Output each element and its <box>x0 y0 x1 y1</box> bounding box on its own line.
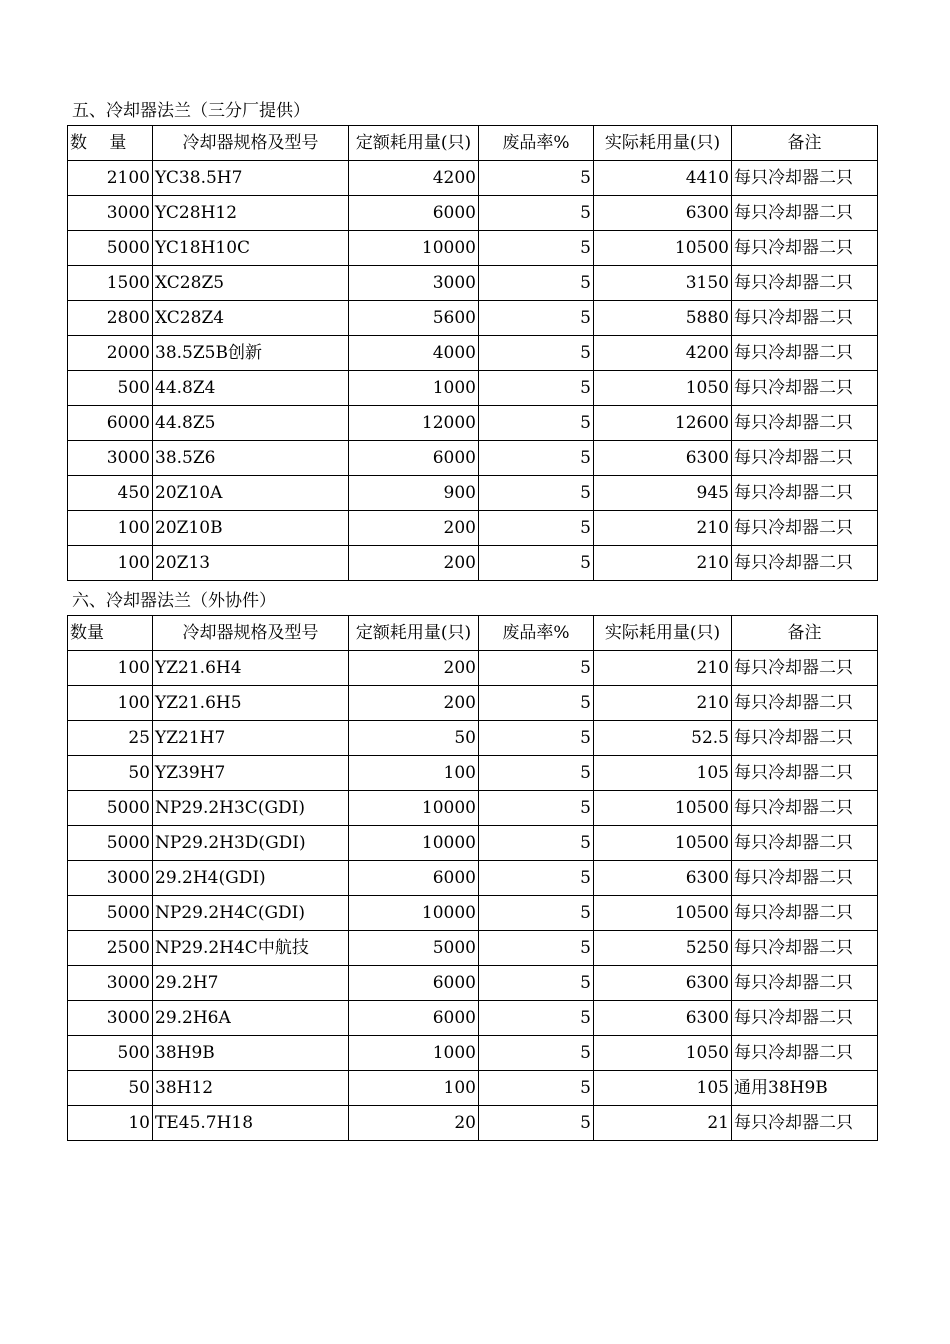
cell-scrap-rate: 5 <box>479 441 594 476</box>
table-row <box>68 266 878 301</box>
cell-model: 38H12 <box>153 1071 349 1106</box>
cell-remark: 通用38H9B <box>732 1071 878 1106</box>
cell-quota-usage: 10000 <box>349 896 479 931</box>
table-row <box>68 1071 878 1106</box>
cell-quantity: 2000 <box>68 336 153 371</box>
cell-quota-usage: 50 <box>349 721 479 756</box>
cell-actual-usage: 21 <box>594 1106 732 1141</box>
header-actual-usage: 实际耗用量(只) <box>594 126 732 161</box>
cell-scrap-rate: 5 <box>479 826 594 861</box>
cell-scrap-rate: 5 <box>479 266 594 301</box>
cell-quantity: 500 <box>68 371 153 406</box>
cell-scrap-rate: 5 <box>479 1106 594 1141</box>
cell-actual-usage: 6300 <box>594 1001 732 1036</box>
cell-scrap-rate: 5 <box>479 476 594 511</box>
table-row <box>68 441 878 476</box>
table-row <box>68 231 878 266</box>
cell-quantity: 1500 <box>68 266 153 301</box>
cell-quantity: 10 <box>68 1106 153 1141</box>
cell-quantity: 2800 <box>68 301 153 336</box>
cell-remark: 每只冷却器二只 <box>732 1036 878 1071</box>
cell-scrap-rate: 5 <box>479 301 594 336</box>
header-remark: 备注 <box>732 616 878 651</box>
table-row <box>68 1036 878 1071</box>
cell-actual-usage: 210 <box>594 546 732 581</box>
section-5-title: 五、冷却器法兰（三分厂提供） <box>72 101 310 121</box>
cell-quota-usage: 1000 <box>349 1036 479 1071</box>
cell-actual-usage: 6300 <box>594 196 732 231</box>
cell-model: 29.2H7 <box>153 966 349 1001</box>
cell-quota-usage: 200 <box>349 546 479 581</box>
header-model: 冷却器规格及型号 <box>153 616 349 651</box>
cell-actual-usage: 5880 <box>594 301 732 336</box>
table-row <box>68 931 878 966</box>
header-row <box>68 616 878 651</box>
cell-remark: 每只冷却器二只 <box>732 1106 878 1141</box>
table-row <box>68 861 878 896</box>
cell-quantity: 450 <box>68 476 153 511</box>
cell-quota-usage: 100 <box>349 756 479 791</box>
cell-scrap-rate: 5 <box>479 406 594 441</box>
cell-scrap-rate: 5 <box>479 546 594 581</box>
cell-quota-usage: 5000 <box>349 931 479 966</box>
table-row <box>68 1001 878 1036</box>
cell-quantity: 100 <box>68 651 153 686</box>
cell-model: 38.5Z6 <box>153 441 349 476</box>
cell-actual-usage: 10500 <box>594 896 732 931</box>
cell-remark: 每只冷却器二只 <box>732 686 878 721</box>
table-row <box>68 826 878 861</box>
header-remark: 备注 <box>732 126 878 161</box>
cell-model: 29.2H6A <box>153 1001 349 1036</box>
cell-scrap-rate: 5 <box>479 1071 594 1106</box>
table-row <box>68 966 878 1001</box>
cell-scrap-rate: 5 <box>479 686 594 721</box>
header-actual-usage: 实际耗用量(只) <box>594 616 732 651</box>
table-row <box>68 546 878 581</box>
cell-remark: 每只冷却器二只 <box>732 861 878 896</box>
cell-scrap-rate: 5 <box>479 336 594 371</box>
cell-quota-usage: 4000 <box>349 336 479 371</box>
cell-model: TE45.7H18 <box>153 1106 349 1141</box>
cell-quota-usage: 900 <box>349 476 479 511</box>
cell-scrap-rate: 5 <box>479 861 594 896</box>
cell-quantity: 5000 <box>68 231 153 266</box>
cell-model: 20Z10A <box>153 476 349 511</box>
cell-model: 38H9B <box>153 1036 349 1071</box>
cell-remark: 每只冷却器二只 <box>732 196 878 231</box>
header-quantity: 数量 <box>68 616 153 651</box>
cell-quantity: 3000 <box>68 966 153 1001</box>
cell-quota-usage: 6000 <box>349 1001 479 1036</box>
table-row <box>68 896 878 931</box>
cell-actual-usage: 945 <box>594 476 732 511</box>
cell-remark: 每只冷却器二只 <box>732 651 878 686</box>
cell-quantity: 6000 <box>68 406 153 441</box>
cell-remark: 每只冷却器二只 <box>732 371 878 406</box>
cell-remark: 每只冷却器二只 <box>732 336 878 371</box>
cell-quantity: 25 <box>68 721 153 756</box>
cell-actual-usage: 6300 <box>594 861 732 896</box>
cell-actual-usage: 52.5 <box>594 721 732 756</box>
cell-actual-usage: 1050 <box>594 371 732 406</box>
cell-quota-usage: 10000 <box>349 826 479 861</box>
cell-remark: 每只冷却器二只 <box>732 896 878 931</box>
cell-quota-usage: 200 <box>349 651 479 686</box>
cell-model: 20Z13 <box>153 546 349 581</box>
cell-quantity: 100 <box>68 546 153 581</box>
table-row <box>68 196 878 231</box>
cell-remark: 每只冷却器二只 <box>732 406 878 441</box>
header-scrap-rate: 废品率% <box>479 616 594 651</box>
cell-actual-usage: 10500 <box>594 791 732 826</box>
cell-model: 44.8Z4 <box>153 371 349 406</box>
table-row <box>68 651 878 686</box>
cell-actual-usage: 6300 <box>594 966 732 1001</box>
cell-quota-usage: 10000 <box>349 231 479 266</box>
cell-scrap-rate: 5 <box>479 651 594 686</box>
cell-quota-usage: 10000 <box>349 791 479 826</box>
cell-remark: 每只冷却器二只 <box>732 931 878 966</box>
cell-model: XC28Z4 <box>153 301 349 336</box>
cell-model: YC18H10C <box>153 231 349 266</box>
cell-model: NP29.2H4C中航技 <box>153 931 349 966</box>
cell-actual-usage: 210 <box>594 686 732 721</box>
cell-remark: 每只冷却器二只 <box>732 546 878 581</box>
cell-remark: 每只冷却器二只 <box>732 231 878 266</box>
cell-remark: 每只冷却器二只 <box>732 791 878 826</box>
table-row <box>68 371 878 406</box>
cell-quantity: 500 <box>68 1036 153 1071</box>
cell-remark: 每只冷却器二只 <box>732 721 878 756</box>
table-row <box>68 161 878 196</box>
cell-remark: 每只冷却器二只 <box>732 476 878 511</box>
cell-quota-usage: 3000 <box>349 266 479 301</box>
cell-actual-usage: 10500 <box>594 826 732 861</box>
cell-scrap-rate: 5 <box>479 231 594 266</box>
cell-model: YC38.5H7 <box>153 161 349 196</box>
table-row <box>68 476 878 511</box>
cell-quota-usage: 5600 <box>349 301 479 336</box>
cell-quota-usage: 4200 <box>349 161 479 196</box>
cell-scrap-rate: 5 <box>479 196 594 231</box>
cell-actual-usage: 105 <box>594 756 732 791</box>
header-quota-usage: 定额耗用量(只) <box>349 616 479 651</box>
cell-remark: 每只冷却器二只 <box>732 161 878 196</box>
cell-scrap-rate: 5 <box>479 161 594 196</box>
header-row <box>68 126 878 161</box>
cell-quantity: 2100 <box>68 161 153 196</box>
cell-quantity: 5000 <box>68 791 153 826</box>
cell-remark: 每只冷却器二只 <box>732 441 878 476</box>
cell-scrap-rate: 5 <box>479 896 594 931</box>
cell-actual-usage: 4410 <box>594 161 732 196</box>
cell-quota-usage: 1000 <box>349 371 479 406</box>
cell-actual-usage: 105 <box>594 1071 732 1106</box>
cell-quantity: 3000 <box>68 196 153 231</box>
cell-remark: 每只冷却器二只 <box>732 966 878 1001</box>
table-row <box>68 406 878 441</box>
cell-model: YZ39H7 <box>153 756 349 791</box>
cell-actual-usage: 210 <box>594 511 732 546</box>
cell-quota-usage: 20 <box>349 1106 479 1141</box>
cell-scrap-rate: 5 <box>479 511 594 546</box>
cell-actual-usage: 10500 <box>594 231 732 266</box>
header-quantity: 数 量 <box>68 126 153 161</box>
table-row <box>68 686 878 721</box>
cell-remark: 每只冷却器二只 <box>732 266 878 301</box>
cell-quantity: 5000 <box>68 826 153 861</box>
cell-scrap-rate: 5 <box>479 756 594 791</box>
cell-model: YC28H12 <box>153 196 349 231</box>
cell-scrap-rate: 5 <box>479 721 594 756</box>
cell-remark: 每只冷却器二只 <box>732 511 878 546</box>
cell-quota-usage: 12000 <box>349 406 479 441</box>
table-row <box>68 791 878 826</box>
section-6-title: 六、冷却器法兰（外协件） <box>72 591 276 611</box>
table-row <box>68 1106 878 1141</box>
cell-quota-usage: 100 <box>349 1071 479 1106</box>
cell-quantity: 50 <box>68 756 153 791</box>
cell-remark: 每只冷却器二只 <box>732 1001 878 1036</box>
cell-quantity: 100 <box>68 686 153 721</box>
cell-quota-usage: 6000 <box>349 196 479 231</box>
flange-table-section-5 <box>67 125 878 581</box>
cell-scrap-rate: 5 <box>479 791 594 826</box>
cell-quantity: 2500 <box>68 931 153 966</box>
cell-quantity: 3000 <box>68 861 153 896</box>
header-scrap-rate: 废品率% <box>479 126 594 161</box>
cell-quantity: 3000 <box>68 1001 153 1036</box>
cell-quota-usage: 200 <box>349 511 479 546</box>
cell-actual-usage: 1050 <box>594 1036 732 1071</box>
header-quota-usage: 定额耗用量(只) <box>349 126 479 161</box>
cell-scrap-rate: 5 <box>479 1001 594 1036</box>
cell-model: XC28Z5 <box>153 266 349 301</box>
cell-quantity: 3000 <box>68 441 153 476</box>
cell-model: 44.8Z5 <box>153 406 349 441</box>
cell-remark: 每只冷却器二只 <box>732 826 878 861</box>
cell-scrap-rate: 5 <box>479 371 594 406</box>
cell-quota-usage: 6000 <box>349 861 479 896</box>
cell-model: 38.5Z5B创新 <box>153 336 349 371</box>
cell-model: NP29.2H4C(GDI) <box>153 896 349 931</box>
cell-scrap-rate: 5 <box>479 931 594 966</box>
cell-model: YZ21.6H5 <box>153 686 349 721</box>
cell-actual-usage: 3150 <box>594 266 732 301</box>
cell-scrap-rate: 5 <box>479 966 594 1001</box>
table-row <box>68 721 878 756</box>
cell-remark: 每只冷却器二只 <box>732 756 878 791</box>
cell-actual-usage: 210 <box>594 651 732 686</box>
cell-scrap-rate: 5 <box>479 1036 594 1071</box>
cell-actual-usage: 5250 <box>594 931 732 966</box>
cell-model: 20Z10B <box>153 511 349 546</box>
cell-model: YZ21H7 <box>153 721 349 756</box>
cell-quota-usage: 200 <box>349 686 479 721</box>
cell-model: 29.2H4(GDI) <box>153 861 349 896</box>
cell-model: NP29.2H3D(GDI) <box>153 826 349 861</box>
table-row <box>68 756 878 791</box>
cell-remark: 每只冷却器二只 <box>732 301 878 336</box>
header-model: 冷却器规格及型号 <box>153 126 349 161</box>
table-row <box>68 511 878 546</box>
cell-quantity: 5000 <box>68 896 153 931</box>
cell-quota-usage: 6000 <box>349 966 479 1001</box>
cell-model: YZ21.6H4 <box>153 651 349 686</box>
cell-quantity: 100 <box>68 511 153 546</box>
flange-table-section-6 <box>67 615 878 1141</box>
cell-model: NP29.2H3C(GDI) <box>153 791 349 826</box>
cell-quantity: 50 <box>68 1071 153 1106</box>
cell-actual-usage: 12600 <box>594 406 732 441</box>
table-row <box>68 336 878 371</box>
table-row <box>68 301 878 336</box>
cell-actual-usage: 6300 <box>594 441 732 476</box>
cell-quota-usage: 6000 <box>349 441 479 476</box>
cell-actual-usage: 4200 <box>594 336 732 371</box>
